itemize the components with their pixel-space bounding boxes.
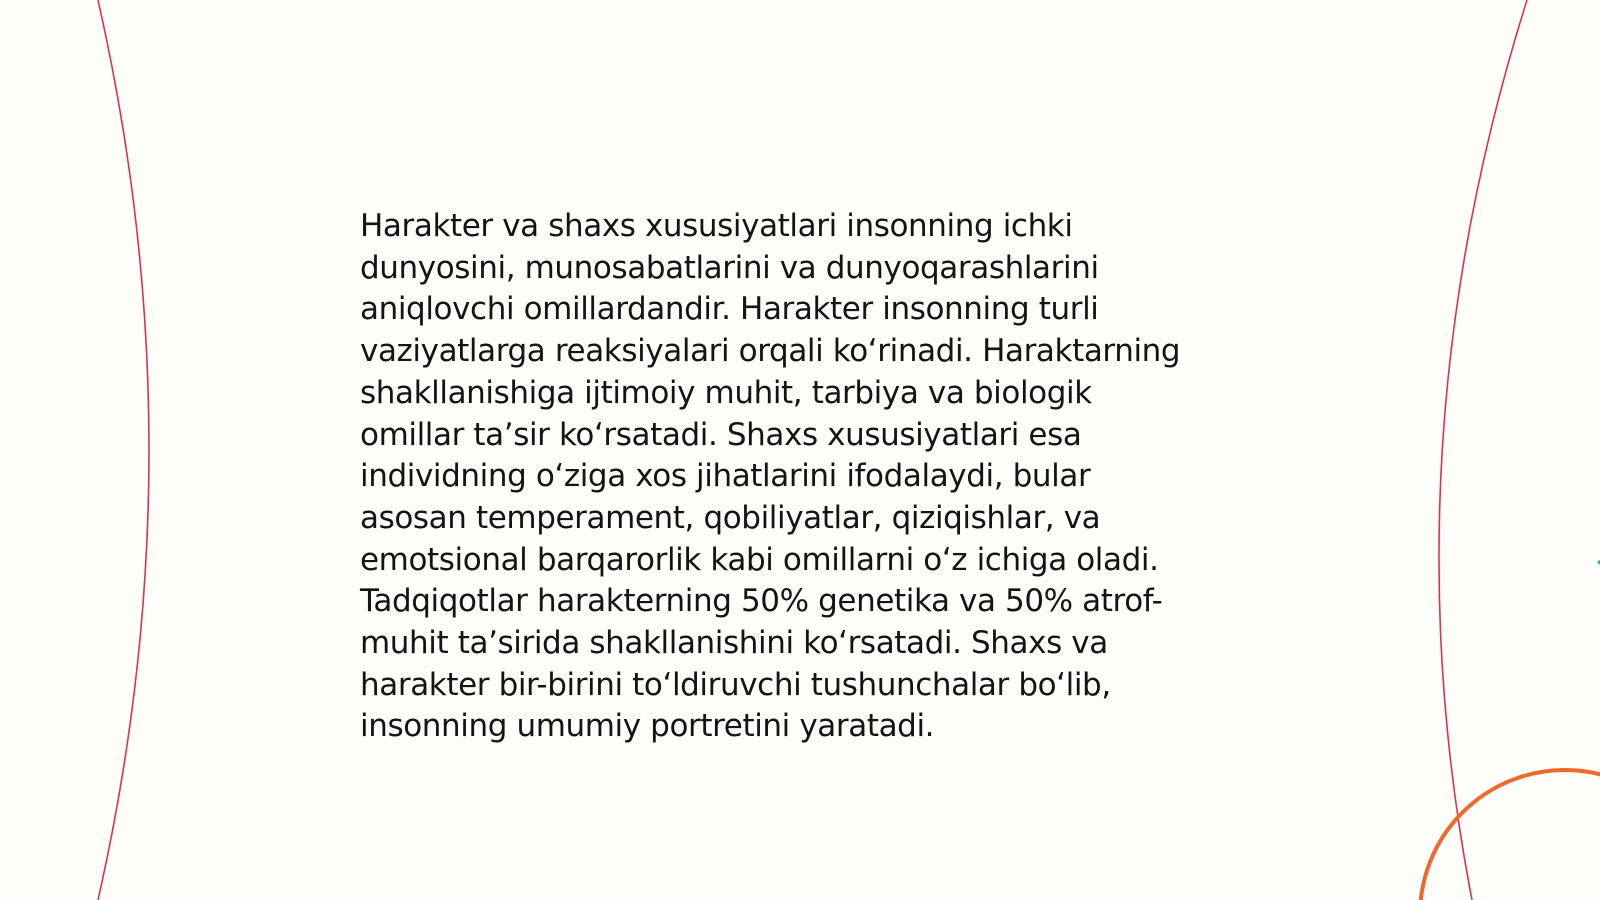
left-curve-line [98, 0, 149, 900]
slide-body-paragraph: Harakter va shaxs xususiyatlari insonning ichki dunyosini, munosabatlarini va dunyoqarashlarini aniqlovchi omillardandir. Harakter insonning turli vaziyatlarga reaksiyalari orqali koʻrinadi. Haraktarning shakllanishiga ijtimoiy muhit, tarbiya va biologik omillar taʼsir koʻrsatadi. Shaxs xususiyatlari esa individning oʻziga xos jihatlarini ifodalaydi, bular asosan temperament, qobiliyatlar, qiziqishlar, va emotsional barqarorlik kabi omillarni oʻz ichiga oladi. Tadqiqotlar harakterning 50% genetika va 50% atrof- muhit taʼsirida shakllanishini koʻrsatadi. Shaxs va harakter bir-birini toʻldiruvchi tushunchalar boʻlib, insonning umumiy portretini yaratadi. [360, 208, 1181, 745]
orange-arc [1420, 770, 1600, 900]
right-curve-line [1439, 0, 1527, 900]
